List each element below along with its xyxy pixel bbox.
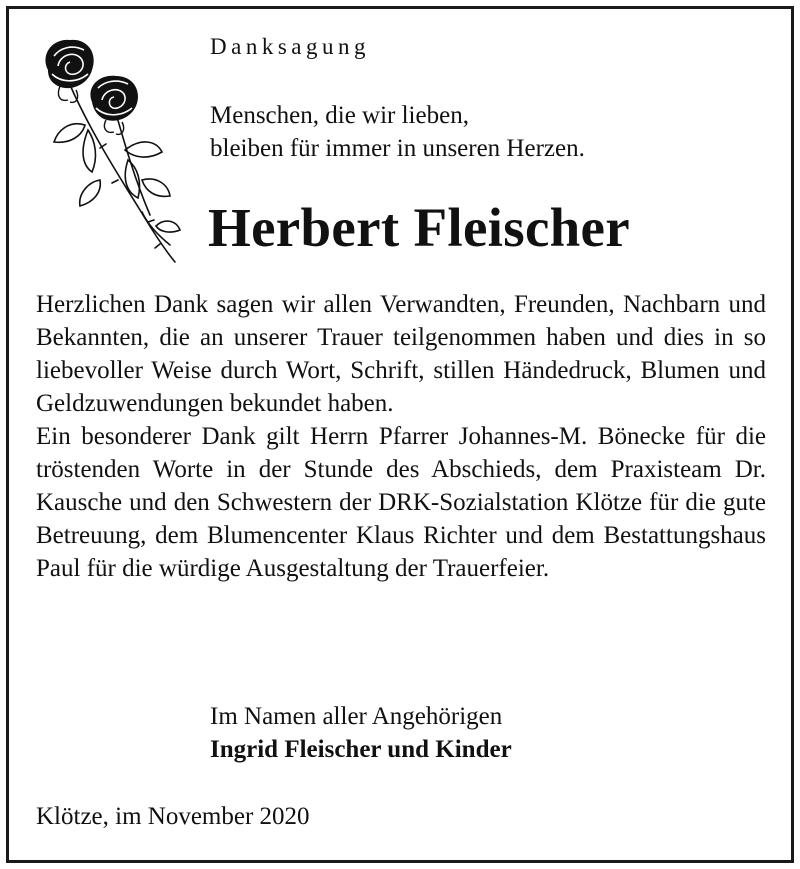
signature-intro: Im Namen aller Angehörigen bbox=[210, 703, 503, 730]
thanks-paragraph: Ein besonderer Dank gilt Herrn Pfarrer Johannes-M. Bönecke für die tröstenden Worte in der Stunde des Abschieds, dem Praxisteam Dr. Kausche und den Schwestern der DRK-Sozialstation Klötze für die gute Betreuung, dem Blumencenter Klaus Richter und dem Bestattungshaus Paul für die würdige Ausgestaltung der Trauerfeier. bbox=[36, 423, 766, 582]
thanks-paragraph: Herzlichen Dank sagen wir allen Verwandten, Freunden, Nachbarn und Bekannten, die an unserer Trauer teilgenommen haben und dies in so liebevoller Weise durch Wort, Schrift, stillen Händedruck, Blumen und Geldzuwendungen bekundet haben. bbox=[36, 291, 766, 417]
poem-line: bleiben für immer in unseren Herzen. bbox=[210, 135, 585, 162]
signature-names: Ingrid Fleischer und Kinder bbox=[210, 736, 512, 763]
deceased-name: Herbert Fleischer bbox=[208, 197, 630, 258]
poem-line: Menschen, die wir lieben, bbox=[210, 102, 469, 129]
thanks-text bbox=[36, 288, 766, 585]
roses-icon bbox=[30, 30, 190, 270]
place-date: Klötze, im November 2020 bbox=[36, 803, 310, 830]
poem bbox=[210, 99, 585, 165]
signature-block bbox=[210, 700, 512, 766]
notice-heading: Danksagung bbox=[210, 34, 370, 59]
